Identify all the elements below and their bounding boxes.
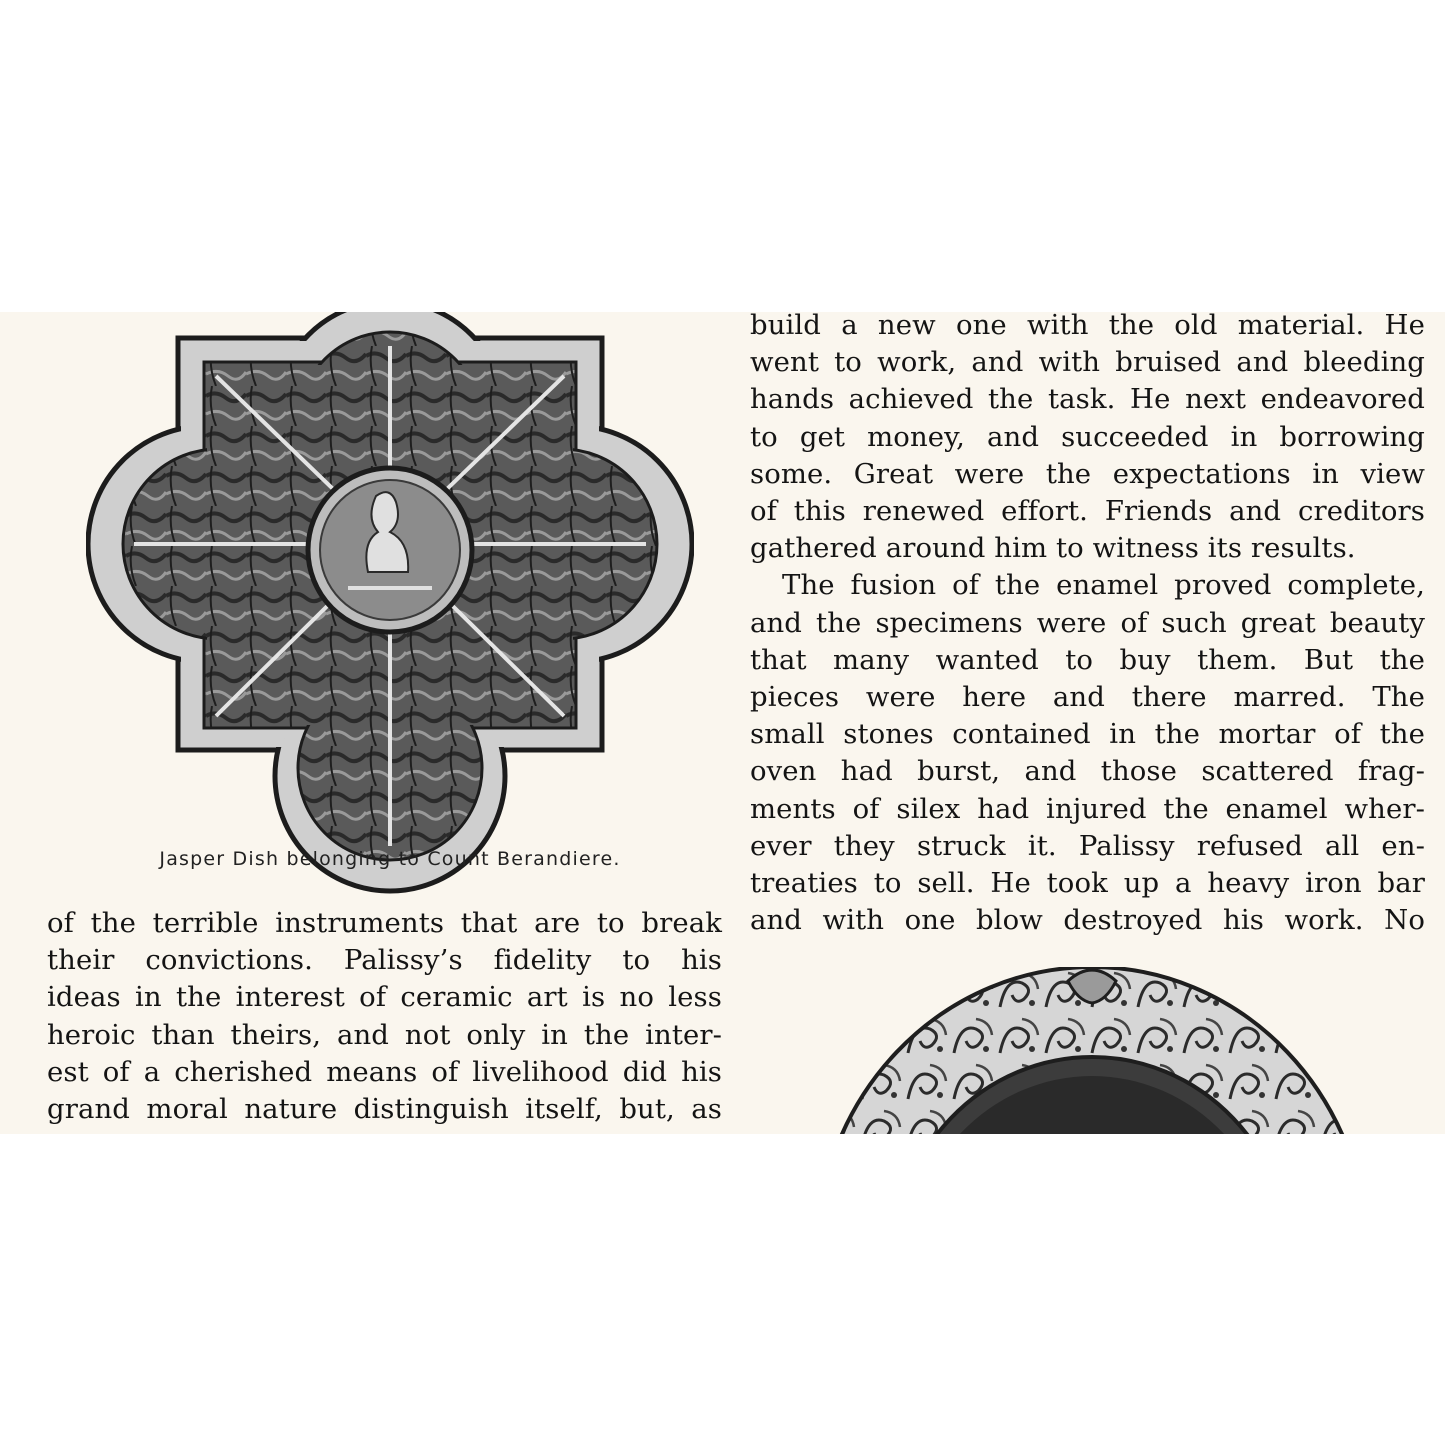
text-line: and with one blow destroyed his work. No [750, 904, 1425, 937]
text-line: to get money, and succeeded in borrowing [750, 420, 1425, 453]
text-line: their convictions. Palissy’s fidelity to his [47, 944, 722, 977]
text-line: hands achieved the task. He next endeavored [750, 383, 1425, 416]
text-line: build a new one with the old material. He [750, 312, 1425, 341]
figure-caption: Jasper Dish belonging to Count Berandiere. [159, 848, 621, 870]
text-line: and the specimens were of such great beauty [750, 606, 1425, 639]
text-line: of this renewed effort. Friends and creditors [750, 495, 1425, 528]
page-clipping [0, 312, 1445, 1134]
text-line: grand moral nature distinguish itself, but, as [47, 1093, 722, 1126]
text-line: treaties to sell. He took up a heavy iron bar [750, 867, 1425, 900]
ornamented-plate-illustration [812, 967, 1372, 1134]
left-column-text [47, 905, 722, 1128]
text-line: small stones contained in the mortar of the [750, 718, 1425, 751]
text-line: heroic than theirs, and not only in the inter- [47, 1018, 722, 1051]
text-line: ever they struck it. Palissy refused all en- [750, 829, 1425, 862]
text-line: ments of silex had injured the enamel wher- [750, 792, 1425, 825]
right-column-text [750, 312, 1425, 939]
text-line: gathered around him to witness its results. [750, 532, 1356, 565]
text-line: oven had burst, and those scattered frag- [750, 755, 1425, 788]
text-line: pieces were here and there marred. The [750, 681, 1425, 714]
text-line: went to work, and with bruised and bleeding [750, 346, 1425, 379]
text-line: ideas in the interest of ceramic art is no less [47, 981, 722, 1014]
text-line: The fusion of the enamel proved complete, [782, 569, 1425, 602]
text-line: est of a cherished means of livelihood did his [47, 1055, 722, 1088]
text-line: of the terrible instruments that are to break [47, 907, 722, 939]
text-line: that many wanted to buy them. But the [750, 643, 1425, 676]
jasper-dish-illustration [86, 312, 694, 904]
text-line: some. Great were the expectations in view [750, 457, 1425, 490]
